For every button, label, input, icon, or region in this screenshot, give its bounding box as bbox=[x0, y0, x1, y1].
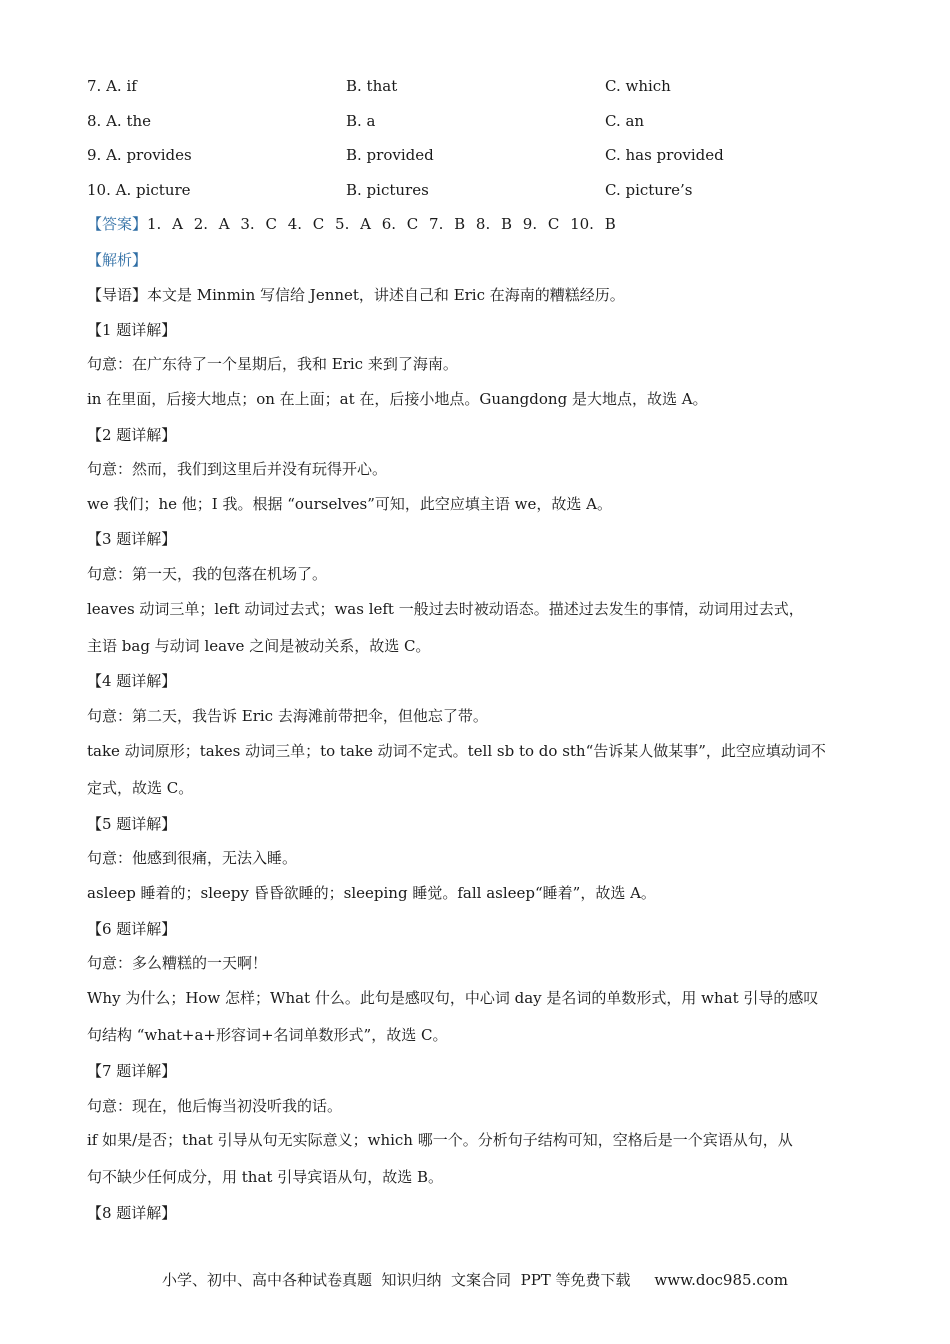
explanation-line: leaves 动词三单；left 动词过去式；was left 一般过去时被动语态。描述过去发生的事情，动词用过去式， bbox=[87, 600, 804, 618]
section-heading: 【6 题详解】 bbox=[87, 920, 177, 938]
section-heading: 【8 题详解】 bbox=[87, 1204, 177, 1222]
section-heading: 【7 题详解】 bbox=[87, 1062, 177, 1080]
option-c: C. which bbox=[605, 77, 671, 95]
explanation-line: 主语 bag 与动词 leave 之间是被动关系，故选 C。 bbox=[87, 637, 431, 655]
section-heading: 【5 题详解】 bbox=[87, 815, 177, 833]
options-row-8 bbox=[87, 109, 867, 133]
explanation-line: 句不缺少任何成分，用 that 引导宾语从句，故选 B。 bbox=[87, 1168, 443, 1186]
option-c: C. picture’s bbox=[605, 181, 693, 199]
option-a: 7. A. if bbox=[87, 77, 137, 95]
sentence-meaning: 句意：第一天，我的包落在机场了。 bbox=[87, 565, 328, 583]
sentence-meaning: 句意：第二天，我告诉 Eric 去海滩前带把伞，但他忘了带。 bbox=[87, 707, 488, 725]
answer-line bbox=[87, 212, 867, 236]
page-footer: 小学、初中、高中各种试卷真题 知识归纳 文案合同 PPT 等免费下载 www.doc985.com bbox=[161, 1271, 788, 1289]
sentence-meaning: 句意：多么糟糕的一天啊！ bbox=[87, 954, 268, 972]
intro-line: 【导语】本文是 Minmin 写信给 Jennet，讲述自己和 Eric 在海南的糟糕经历。 bbox=[87, 286, 625, 304]
option-a: 8. A. the bbox=[87, 112, 152, 130]
sentence-meaning: 句意：他感到很痛，无法入睡。 bbox=[87, 849, 298, 867]
option-b: B. a bbox=[346, 112, 376, 130]
sentence-meaning: 句意：然而，我们到这里后并没有玩得开心。 bbox=[87, 460, 388, 478]
sentence-meaning: 句意：现在，他后悔当初没听我的话。 bbox=[87, 1097, 343, 1115]
explanation-line: in 在里面，后接大地点；on 在上面；at 在，后接小地点。Guangdong 是大地点，故选 A。 bbox=[87, 390, 708, 408]
section-heading: 【3 题详解】 bbox=[87, 530, 177, 548]
option-b: B. provided bbox=[346, 146, 434, 164]
explanation-line: if 如果/是否；that 引导从句无实际意义；which 哪一个。分析句子结构可知，空格后是一个宾语从句，从 bbox=[87, 1131, 793, 1149]
option-c: C. an bbox=[605, 112, 645, 130]
explanation-line: take 动词原形；takes 动词三单；to take 动词不定式。tell sb to do sth“告诉某人做某事”，此空应填动词不 bbox=[87, 742, 826, 760]
section-heading: 【2 题详解】 bbox=[87, 426, 177, 444]
explanation-line: 定式，故选 C。 bbox=[87, 779, 194, 797]
options-row-9 bbox=[87, 143, 867, 167]
options-row-7 bbox=[87, 74, 867, 98]
option-b: B. pictures bbox=[346, 181, 429, 199]
option-a: 10. A. picture bbox=[87, 181, 191, 199]
answer-values: 1. A 2. A 3. C 4. C 5. A 6. C 7. B 8. B 9. C 10. B bbox=[147, 215, 616, 233]
options-row-10 bbox=[87, 178, 867, 202]
answer-label: 【答案】 bbox=[87, 215, 148, 233]
explanation-line: 句结构 “what+a+形容词+名词单数形式”，故选 C。 bbox=[87, 1026, 448, 1044]
sentence-meaning: 句意：在广东待了一个星期后，我和 Eric 来到了海南。 bbox=[87, 355, 458, 373]
section-heading: 【4 题详解】 bbox=[87, 672, 177, 690]
explanation-line: we 我们；he 他；I 我。根据 “ourselves”可知，此空应填主语 we，故选 A。 bbox=[87, 495, 612, 513]
explanation-line: Why 为什么；How 怎样；What 什么。此句是感叹句，中心词 day 是名词的单数形式，用 what 引导的感叹 bbox=[87, 989, 819, 1007]
option-a: 9. A. provides bbox=[87, 146, 192, 164]
section-heading: 【1 题详解】 bbox=[87, 321, 177, 339]
option-c: C. has provided bbox=[605, 146, 724, 164]
analysis-label: 【解析】 bbox=[87, 251, 148, 269]
explanation-line: asleep 睡着的；sleepy 昏昏欲睡的；sleeping 睡觉。fall asleep“睡着”，故选 A。 bbox=[87, 884, 656, 902]
option-b: B. that bbox=[346, 77, 398, 95]
